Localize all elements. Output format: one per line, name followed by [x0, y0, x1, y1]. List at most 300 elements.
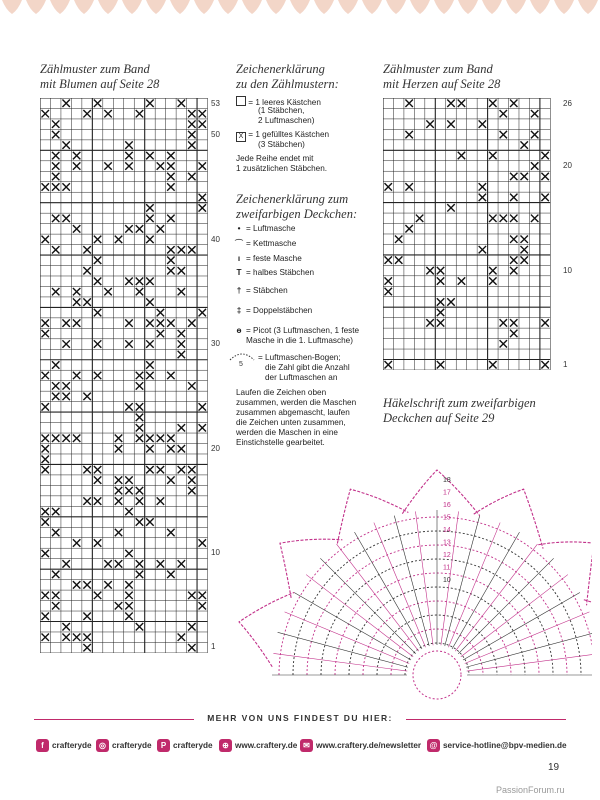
- legend-patterns-title-line1: Zeichenerklärung: [236, 62, 325, 76]
- facebook-link[interactable]: [36, 738, 92, 752]
- filled-cell: [531, 215, 538, 222]
- filled-cell: [188, 246, 195, 253]
- legend-doily-title: [236, 192, 357, 222]
- globe-icon: ⊕: [219, 739, 232, 752]
- left-chart-title-line2: mit Blumen auf Seite 28: [40, 77, 160, 91]
- scallop: [170, 0, 190, 14]
- filled-cell: [426, 267, 433, 274]
- filled-cell: [178, 246, 185, 253]
- filled-cell: [83, 393, 90, 400]
- filled-cell: [52, 393, 59, 400]
- doily-petal: [280, 539, 342, 598]
- filled-cell: [52, 162, 59, 169]
- filled-cell: [42, 183, 49, 190]
- filled-cell: [385, 288, 392, 295]
- filled-cell: [489, 361, 496, 368]
- doily-round-label: 17: [443, 489, 451, 497]
- filled-cell: [115, 497, 122, 504]
- filled-cell: [94, 497, 101, 504]
- filled-cell: [42, 633, 49, 640]
- doily-round-label: 12: [443, 552, 451, 559]
- filled-cell: [178, 100, 185, 107]
- filled-cell: [42, 110, 49, 117]
- legend-picot-line1: = Picot (3 Luftmaschen, 1 feste: [246, 326, 360, 335]
- scallop: [194, 0, 214, 14]
- right-row-label-20: 20: [563, 161, 572, 170]
- right-chart-title-line1: Zählmuster zum Band: [383, 62, 493, 76]
- filled-cell: [146, 466, 153, 473]
- filled-cell: [437, 267, 444, 274]
- filled-cell: [136, 518, 143, 525]
- filled-cell: [62, 393, 69, 400]
- filled-cell: [125, 403, 132, 410]
- legend-half-double-label: = halbes Stäbchen: [246, 268, 315, 277]
- filled-cell: [188, 623, 195, 630]
- filled-cell: [146, 361, 153, 368]
- filled-cell: [541, 319, 548, 326]
- filled-cell: [73, 633, 80, 640]
- watermark: PassionForum.ru: [496, 785, 565, 795]
- filled-cell: [73, 225, 80, 232]
- filled-cell: [146, 340, 153, 347]
- filled-cell: [52, 361, 59, 368]
- filled-cell: [199, 204, 206, 211]
- legend-arc-line3: der Luftmaschen an: [265, 373, 338, 382]
- filled-cell: [146, 204, 153, 211]
- page-number: 19: [548, 762, 560, 773]
- filled-cell: [541, 152, 548, 159]
- filled-cell: [125, 487, 132, 494]
- legend-patterns-title: [236, 62, 339, 92]
- legend-arc-line2: die Zahl gibt die Anzahl: [265, 363, 350, 372]
- doily-round-label: 11: [443, 564, 451, 572]
- filled-cell: [94, 592, 101, 599]
- filled-box-icon: X: [236, 132, 246, 142]
- filled-cell: [136, 403, 143, 410]
- filled-cell: [437, 319, 444, 326]
- doily-round-label: 18: [443, 477, 451, 484]
- filled-cell: [541, 361, 548, 368]
- filled-cell: [447, 120, 454, 127]
- filled-cell: [136, 382, 143, 389]
- doily-stitch-column: [448, 523, 500, 648]
- left-row-label-53: 53: [211, 99, 220, 108]
- filled-cell: [83, 613, 90, 620]
- filled-cell: [510, 100, 517, 107]
- instagram-link-label: crafteryde: [112, 740, 152, 750]
- filled-cell: [136, 424, 143, 431]
- filled-cell: [416, 215, 423, 222]
- filled-cell: [447, 204, 454, 211]
- filled-cell: [52, 246, 59, 253]
- filled-cell: [42, 613, 49, 620]
- filled-cell: [94, 476, 101, 483]
- newsletter-link[interactable]: [300, 738, 421, 752]
- filled-cell: [136, 487, 143, 494]
- filled-cell: [94, 309, 101, 316]
- legend-chain-label: = Luftmasche: [246, 224, 296, 233]
- filled-cell: [178, 351, 185, 358]
- scallop: [458, 0, 478, 14]
- filled-cell: [500, 131, 507, 138]
- filled-cell: [479, 120, 486, 127]
- filled-cell: [115, 445, 122, 452]
- filled-cell: [62, 382, 69, 389]
- filled-cell: [489, 267, 496, 274]
- filled-cell: [136, 372, 143, 379]
- filled-cell: [73, 539, 80, 546]
- scallop: [362, 0, 382, 14]
- filled-cell: [42, 236, 49, 243]
- filled-cell: [146, 319, 153, 326]
- filled-cell: [157, 466, 164, 473]
- filled-cell: [42, 330, 49, 337]
- filled-cell: [52, 288, 59, 295]
- filled-cell: [510, 267, 517, 274]
- legend-doily-title-line1: Zeichenerklärung zum: [236, 192, 349, 206]
- filled-cell: [146, 298, 153, 305]
- filled-cell: [385, 277, 392, 284]
- chain-stitch-icon: •: [237, 224, 241, 233]
- filled-cell: [125, 162, 132, 169]
- picot-icon: ɵ: [236, 326, 242, 335]
- legend-item-chain: [232, 224, 295, 234]
- filled-cell: [42, 445, 49, 452]
- filled-cell: [125, 141, 132, 148]
- filled-cell: [447, 298, 454, 305]
- filled-cell: [520, 256, 527, 263]
- filled-cell: [385, 361, 392, 368]
- filled-cell: [52, 571, 59, 578]
- filled-cell: [52, 435, 59, 442]
- filled-cell: [489, 215, 496, 222]
- legend-single-label: = feste Masche: [246, 254, 302, 263]
- filled-cell: [42, 435, 49, 442]
- filled-cell: [42, 403, 49, 410]
- scallop: [338, 0, 358, 14]
- filled-cell: [426, 319, 433, 326]
- left-row-label-40: 40: [211, 235, 220, 244]
- filled-cell: [167, 257, 174, 264]
- filled-cell: [115, 487, 122, 494]
- legend-filled-box-label: = 1 gefülltes Kästchen: [248, 130, 330, 139]
- filled-cell: [94, 257, 101, 264]
- filled-cell: [42, 508, 49, 515]
- filled-cell: [489, 277, 496, 284]
- doily-center: [413, 651, 461, 699]
- doily-title-line1: Häkelschrift zum zweifarbigen: [383, 396, 536, 410]
- filled-cell: [178, 424, 185, 431]
- doily-stitch-column: [466, 632, 592, 667]
- filled-cell: [178, 288, 185, 295]
- filled-cell: [199, 592, 206, 599]
- filled-cell: [479, 194, 486, 201]
- filled-cell: [125, 508, 132, 515]
- filled-cell: [42, 455, 49, 462]
- filled-cell: [199, 424, 206, 431]
- doily-round: [405, 643, 469, 675]
- filled-cell: [199, 110, 206, 117]
- para-line: Einstichstelle gearbeitet.: [236, 438, 325, 447]
- filled-cell: [62, 183, 69, 190]
- filled-cell: [83, 267, 90, 274]
- filled-cell: [73, 162, 80, 169]
- filled-cell: [437, 309, 444, 316]
- legend-double-label: = Stäbchen: [246, 286, 288, 295]
- right-chart-title-line2: mit Herzen auf Seite 28: [383, 77, 501, 91]
- scallop: [50, 0, 70, 14]
- left-row-label-30: 30: [211, 339, 220, 348]
- legend-item-slip: [232, 239, 296, 249]
- doily-round-label: 13: [443, 539, 451, 547]
- filled-cell: [157, 330, 164, 337]
- filled-cell: [146, 100, 153, 107]
- filled-cell: [167, 476, 174, 483]
- decorative-scallop-border: [0, 0, 600, 16]
- scallop: [218, 0, 238, 14]
- scallop: [266, 0, 286, 14]
- hotline-link-label: service-hotline@bpv-medien.de: [443, 740, 567, 750]
- filled-cell: [42, 550, 49, 557]
- filled-cell: [405, 183, 412, 190]
- filled-cell: [52, 602, 59, 609]
- filled-cell: [52, 529, 59, 536]
- filled-cell: [167, 173, 174, 180]
- filled-cell: [52, 183, 59, 190]
- filled-cell: [188, 644, 195, 651]
- filled-cell: [157, 162, 164, 169]
- scallop: [578, 0, 598, 14]
- filled-cell: [395, 256, 402, 263]
- filled-cell: [167, 215, 174, 222]
- pinterest-icon: P: [157, 739, 170, 752]
- filled-cell: [167, 246, 174, 253]
- filled-cell: [125, 225, 132, 232]
- filled-cell: [437, 361, 444, 368]
- filled-cell: [479, 183, 486, 190]
- filled-cell: [167, 372, 174, 379]
- website-link[interactable]: [219, 738, 297, 752]
- legend-patterns-title-line2: zu den Zählmustern:: [236, 77, 339, 91]
- filled-cell: [52, 173, 59, 180]
- filled-cell: [458, 152, 465, 159]
- filled-cell: [188, 173, 195, 180]
- filled-cell: [500, 340, 507, 347]
- filled-cell: [520, 246, 527, 253]
- chain-arc-icon: [228, 350, 256, 368]
- filled-cell: [437, 298, 444, 305]
- filled-cell: [510, 235, 517, 242]
- filled-cell: [520, 141, 527, 148]
- filled-cell: [489, 100, 496, 107]
- facebook-link-label: crafteryde: [52, 740, 92, 750]
- filled-cell: [42, 518, 49, 525]
- filled-cell: [531, 162, 538, 169]
- filled-cell: [167, 183, 174, 190]
- filled-cell: [136, 623, 143, 630]
- filled-cell: [167, 162, 174, 169]
- website-link-label: www.craftery.de: [235, 740, 298, 750]
- double-crochet-icon: †: [236, 286, 242, 295]
- filled-cell: [520, 235, 527, 242]
- right-chart-title: [383, 62, 500, 92]
- filled-cell: [42, 372, 49, 379]
- filled-cell: [146, 518, 153, 525]
- slip-stitch-icon: ⌒: [234, 239, 244, 248]
- filled-cell: [83, 246, 90, 253]
- empty-box-icon: [236, 96, 246, 106]
- filled-cell: [146, 236, 153, 243]
- filled-cell: [136, 571, 143, 578]
- filled-cell: [199, 120, 206, 127]
- scallop: [290, 0, 310, 14]
- filled-cell: [125, 277, 132, 284]
- filled-cell: [136, 560, 143, 567]
- filled-cell: [178, 466, 185, 473]
- filled-cell: [73, 298, 80, 305]
- filled-cell: [42, 466, 49, 473]
- legend-note-line1: Jede Reihe endet mit: [236, 154, 314, 163]
- scallop: [242, 0, 262, 14]
- filled-cell: [62, 560, 69, 567]
- filled-cell: [115, 602, 122, 609]
- scallop: [554, 0, 574, 14]
- right-row-label-26: 26: [563, 99, 572, 108]
- filled-cell: [136, 414, 143, 421]
- instagram-icon: ◎: [96, 739, 109, 752]
- legend-doily-title-line2: zweifarbigen Deckchen:: [236, 207, 358, 221]
- filled-cell: [188, 319, 195, 326]
- filled-cell: [199, 162, 206, 169]
- scallop: [122, 0, 142, 14]
- scallop: [314, 0, 334, 14]
- filled-cell: [167, 319, 174, 326]
- filled-cell: [188, 476, 195, 483]
- doily-title-line2: Deckchen auf Seite 29: [383, 411, 495, 425]
- filled-cell: [500, 110, 507, 117]
- left-row-label-20: 20: [211, 444, 220, 453]
- filled-cell: [94, 277, 101, 284]
- filled-cell: [520, 173, 527, 180]
- para-line: Laufen die Zeichen oben: [236, 388, 327, 397]
- filled-cell: [125, 152, 132, 159]
- filled-cell: [73, 581, 80, 588]
- filled-cell: [500, 319, 507, 326]
- doily-petal: [239, 593, 294, 667]
- filled-cell: [52, 131, 59, 138]
- scallop: [482, 0, 502, 14]
- filled-cell: [479, 246, 486, 253]
- filled-cell: [52, 152, 59, 159]
- instagram-link[interactable]: [96, 738, 152, 752]
- footer-title: MEHR VON UNS FINDEST DU HIER:: [207, 713, 393, 723]
- filled-cell: [94, 100, 101, 107]
- filled-cell: [167, 529, 174, 536]
- para-line: zusammen abgemascht, laufen: [236, 408, 350, 417]
- left-chart-title: [40, 62, 159, 92]
- filled-cell: [510, 319, 517, 326]
- filled-cell: [83, 644, 90, 651]
- filled-cell: [199, 309, 206, 316]
- filled-cell: [437, 277, 444, 284]
- filled-cell: [188, 592, 195, 599]
- scallop: [2, 0, 22, 14]
- pinterest-link[interactable]: [157, 738, 213, 752]
- left-row-label-1: 1: [211, 642, 216, 651]
- filled-cell: [167, 435, 174, 442]
- filled-cell: [188, 141, 195, 148]
- filled-cell: [510, 215, 517, 222]
- filled-cell: [62, 100, 69, 107]
- legend-item-treble: [232, 306, 312, 316]
- facebook-icon: f: [36, 739, 49, 752]
- filled-cell: [157, 560, 164, 567]
- heart-band-chart: [383, 98, 551, 370]
- left-row-label-10: 10: [211, 548, 220, 557]
- filled-cell: [52, 382, 59, 389]
- legend-item-double: [232, 286, 288, 296]
- filled-cell: [62, 215, 69, 222]
- filled-cell: [73, 288, 80, 295]
- flower-band-chart: [40, 98, 208, 653]
- filled-cell: [510, 256, 517, 263]
- filled-cell: [52, 592, 59, 599]
- para-line: werden die Maschen in eine: [236, 428, 338, 437]
- filled-cell: [136, 110, 143, 117]
- filled-cell: [385, 183, 392, 190]
- filled-cell: [426, 120, 433, 127]
- scallop: [410, 0, 430, 14]
- filled-cell: [178, 560, 185, 567]
- filled-cell: [52, 120, 59, 127]
- filled-cell: [73, 319, 80, 326]
- filled-cell: [167, 152, 174, 159]
- filled-cell: [146, 435, 153, 442]
- right-row-label-10: 10: [563, 266, 572, 275]
- legend-filled-detail: (3 Stäbchen): [258, 140, 305, 149]
- half-double-icon: T: [236, 268, 242, 277]
- legend-treble-label: = Doppelstäbchen: [246, 306, 313, 315]
- doily-petal: [402, 470, 479, 516]
- scallop: [26, 0, 46, 14]
- filled-cell: [136, 288, 143, 295]
- filled-cell: [115, 560, 122, 567]
- doily-stitch-column: [320, 558, 415, 653]
- treble-crochet-icon: ‡: [236, 306, 242, 315]
- filled-cell: [83, 633, 90, 640]
- scallop: [74, 0, 94, 14]
- filled-cell: [52, 508, 59, 515]
- filled-cell: [447, 100, 454, 107]
- filled-cell: [510, 330, 517, 337]
- filled-cell: [62, 633, 69, 640]
- at-icon: @: [427, 739, 440, 752]
- filled-cell: [146, 372, 153, 379]
- hotline-link[interactable]: [427, 738, 567, 752]
- filled-cell: [157, 309, 164, 316]
- filled-cell: [104, 110, 111, 117]
- filled-cell: [104, 581, 111, 588]
- filled-cell: [104, 288, 111, 295]
- filled-cell: [94, 236, 101, 243]
- filled-cell: [62, 141, 69, 148]
- filled-cell: [136, 435, 143, 442]
- legend-empty-box-label: = 1 leeres Kästchen: [248, 98, 321, 107]
- filled-cell: [136, 277, 143, 284]
- chain-arc-number: 5: [239, 361, 243, 368]
- filled-cell: [125, 602, 132, 609]
- legend-note-line2: 1 zusätzlichen Stäbchen.: [236, 164, 328, 173]
